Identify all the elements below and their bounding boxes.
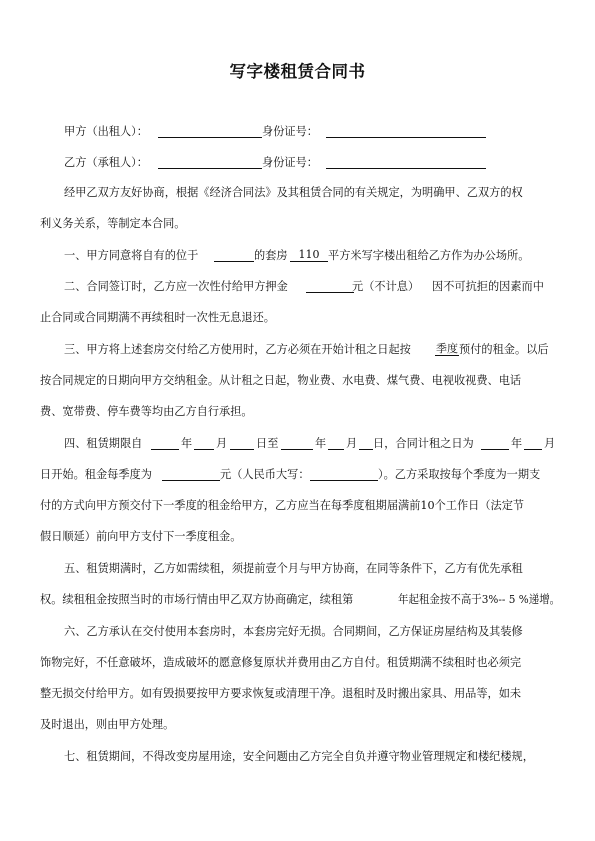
clause-4-text-4: 假日顺延）前向甲方支付下一季度租金。 [40, 530, 242, 543]
location-field[interactable] [214, 249, 254, 262]
clause-2-text-2: 止合同或合同期满不再续租时一次性无息退还。 [40, 311, 275, 324]
clause-3-text-2: 按合同规定的日期向甲方交纳租金。从计租之日起，物业费、水电费、煤气费、电视收视费、电话 [40, 374, 522, 387]
clause-4-text-a: 四、租赁期限自 [64, 437, 143, 450]
start-month-field[interactable] [194, 437, 214, 450]
rent-in-words-field[interactable] [310, 468, 378, 481]
lessor-name-field[interactable] [158, 125, 262, 138]
clause-4-text-3: 付的方式向甲方预交付下一季度的租金给甲方，乙方应当在每季度租期届满前10个工作日（法定节 [40, 499, 525, 512]
clause-4-text-c: 日，合同计租之日为 [373, 437, 474, 450]
lessee-label: 乙方（承租人）： [64, 156, 148, 169]
clause-2-text-b: 元（不计息） [352, 280, 420, 293]
lessor-label: 甲方（出租人）： [64, 125, 148, 138]
start-year-field[interactable] [151, 437, 179, 450]
clause-2-text-c: 因不可抗拒的因素而中 [432, 280, 544, 293]
clause-6-text-3: 整无损交付给甲方。如有毁损要按甲方要求恢复或清理干净。退租时及时搬出家具、用品等，如未 [40, 687, 522, 700]
deposit-field[interactable] [306, 280, 354, 293]
end-year-field[interactable] [281, 437, 313, 450]
end-month-field[interactable] [328, 437, 344, 450]
rent-start-month-label: 月 [544, 437, 556, 450]
start-month-label: 月 [216, 437, 228, 450]
clause-3-text-a: 三、甲方将上述套房交付给乙方使用时，乙方必须在开始计租之日起按 [64, 343, 411, 356]
end-year-label: 年 [315, 437, 327, 450]
clause-6-text-1: 六、乙方承认在交付使用本套房时，本套房完好无损。合同期间，乙方保证房屋结构及其装修 [64, 625, 523, 638]
intro-text-2: 利义务关系，等制定本合同。 [40, 217, 186, 230]
clause-5-text-2a: 权。续租租金按照当时的市场行情由甲乙双方协商确定，续租第 [40, 593, 354, 606]
lessor-id-field[interactable] [326, 125, 486, 138]
lessee-id-field[interactable] [326, 156, 486, 169]
clause-4-text-2b: 元（人民币大写： [220, 468, 310, 481]
page-title: 写字楼租赁合同书 [229, 62, 366, 81]
start-day-field[interactable] [230, 437, 254, 450]
clause-4-text-2a: 日开始。租金每季度为 [40, 468, 152, 481]
clause-3-text-3: 费、宽带费、停车费等均由乙方自行承担。 [40, 405, 253, 418]
clause-6-text-2: 饰物完好，不任意破坏，造成破坏的愿意修复原状并费用由乙方自付。租赁期满不续租时也必须完 [40, 656, 522, 669]
clause-7-text-1: 七、租赁期间，不得改变房屋用途，安全问题由乙方完全自负并遵守物业管理规定和楼纪楼规， [64, 750, 534, 763]
clause-3-text-b: 预付的租金。以后 [459, 343, 549, 356]
lessor-id-label: 身份证号： [262, 125, 318, 138]
clause-6-text-4: 及时退出，则由甲方处理。 [40, 718, 175, 731]
end-day-field[interactable] [359, 437, 373, 450]
clause-4-text-2c: ）。乙方采取按每个季度为一期支 [378, 468, 541, 481]
clause-2-text-a: 二、合同签订时，乙方应一次性付给甲方押金 [64, 280, 288, 293]
intro-text-1: 经甲乙双方友好协商，根据《经济合同法》及其租赁合同的有关规定，为明确甲、乙双方的权 [64, 186, 523, 199]
lessee-name-field[interactable] [158, 156, 262, 169]
rent-start-month-field[interactable] [524, 437, 542, 450]
area-field[interactable]: 110 [290, 249, 328, 262]
lessee-id-label: 身份证号： [262, 156, 318, 169]
clause-4-text-b: 日至 [256, 437, 279, 450]
payment-period-field[interactable]: 季度 [436, 342, 458, 355]
start-year-label: 年 [181, 437, 193, 450]
quarterly-rent-field[interactable] [162, 468, 220, 481]
clause-1-text-b: 的套房 [254, 249, 288, 262]
rent-start-year-field[interactable] [481, 437, 509, 450]
clause-5-text-1: 五、租赁期满时，乙方如需续租，须提前壹个月与甲方协商，在同等条件下，乙方有优先承租 [64, 562, 523, 575]
end-month-label: 月 [346, 437, 358, 450]
clause-1-text-a: 一、甲方同意将自有的位于 [64, 249, 199, 262]
rent-start-year-label: 年 [511, 437, 523, 450]
clause-5-text-2b: 年起租金按不高于3%-- 5 %递增。 [398, 593, 561, 606]
clause-1-text-c: 平方米写字楼出租给乙方作为办公场所。 [328, 249, 530, 262]
